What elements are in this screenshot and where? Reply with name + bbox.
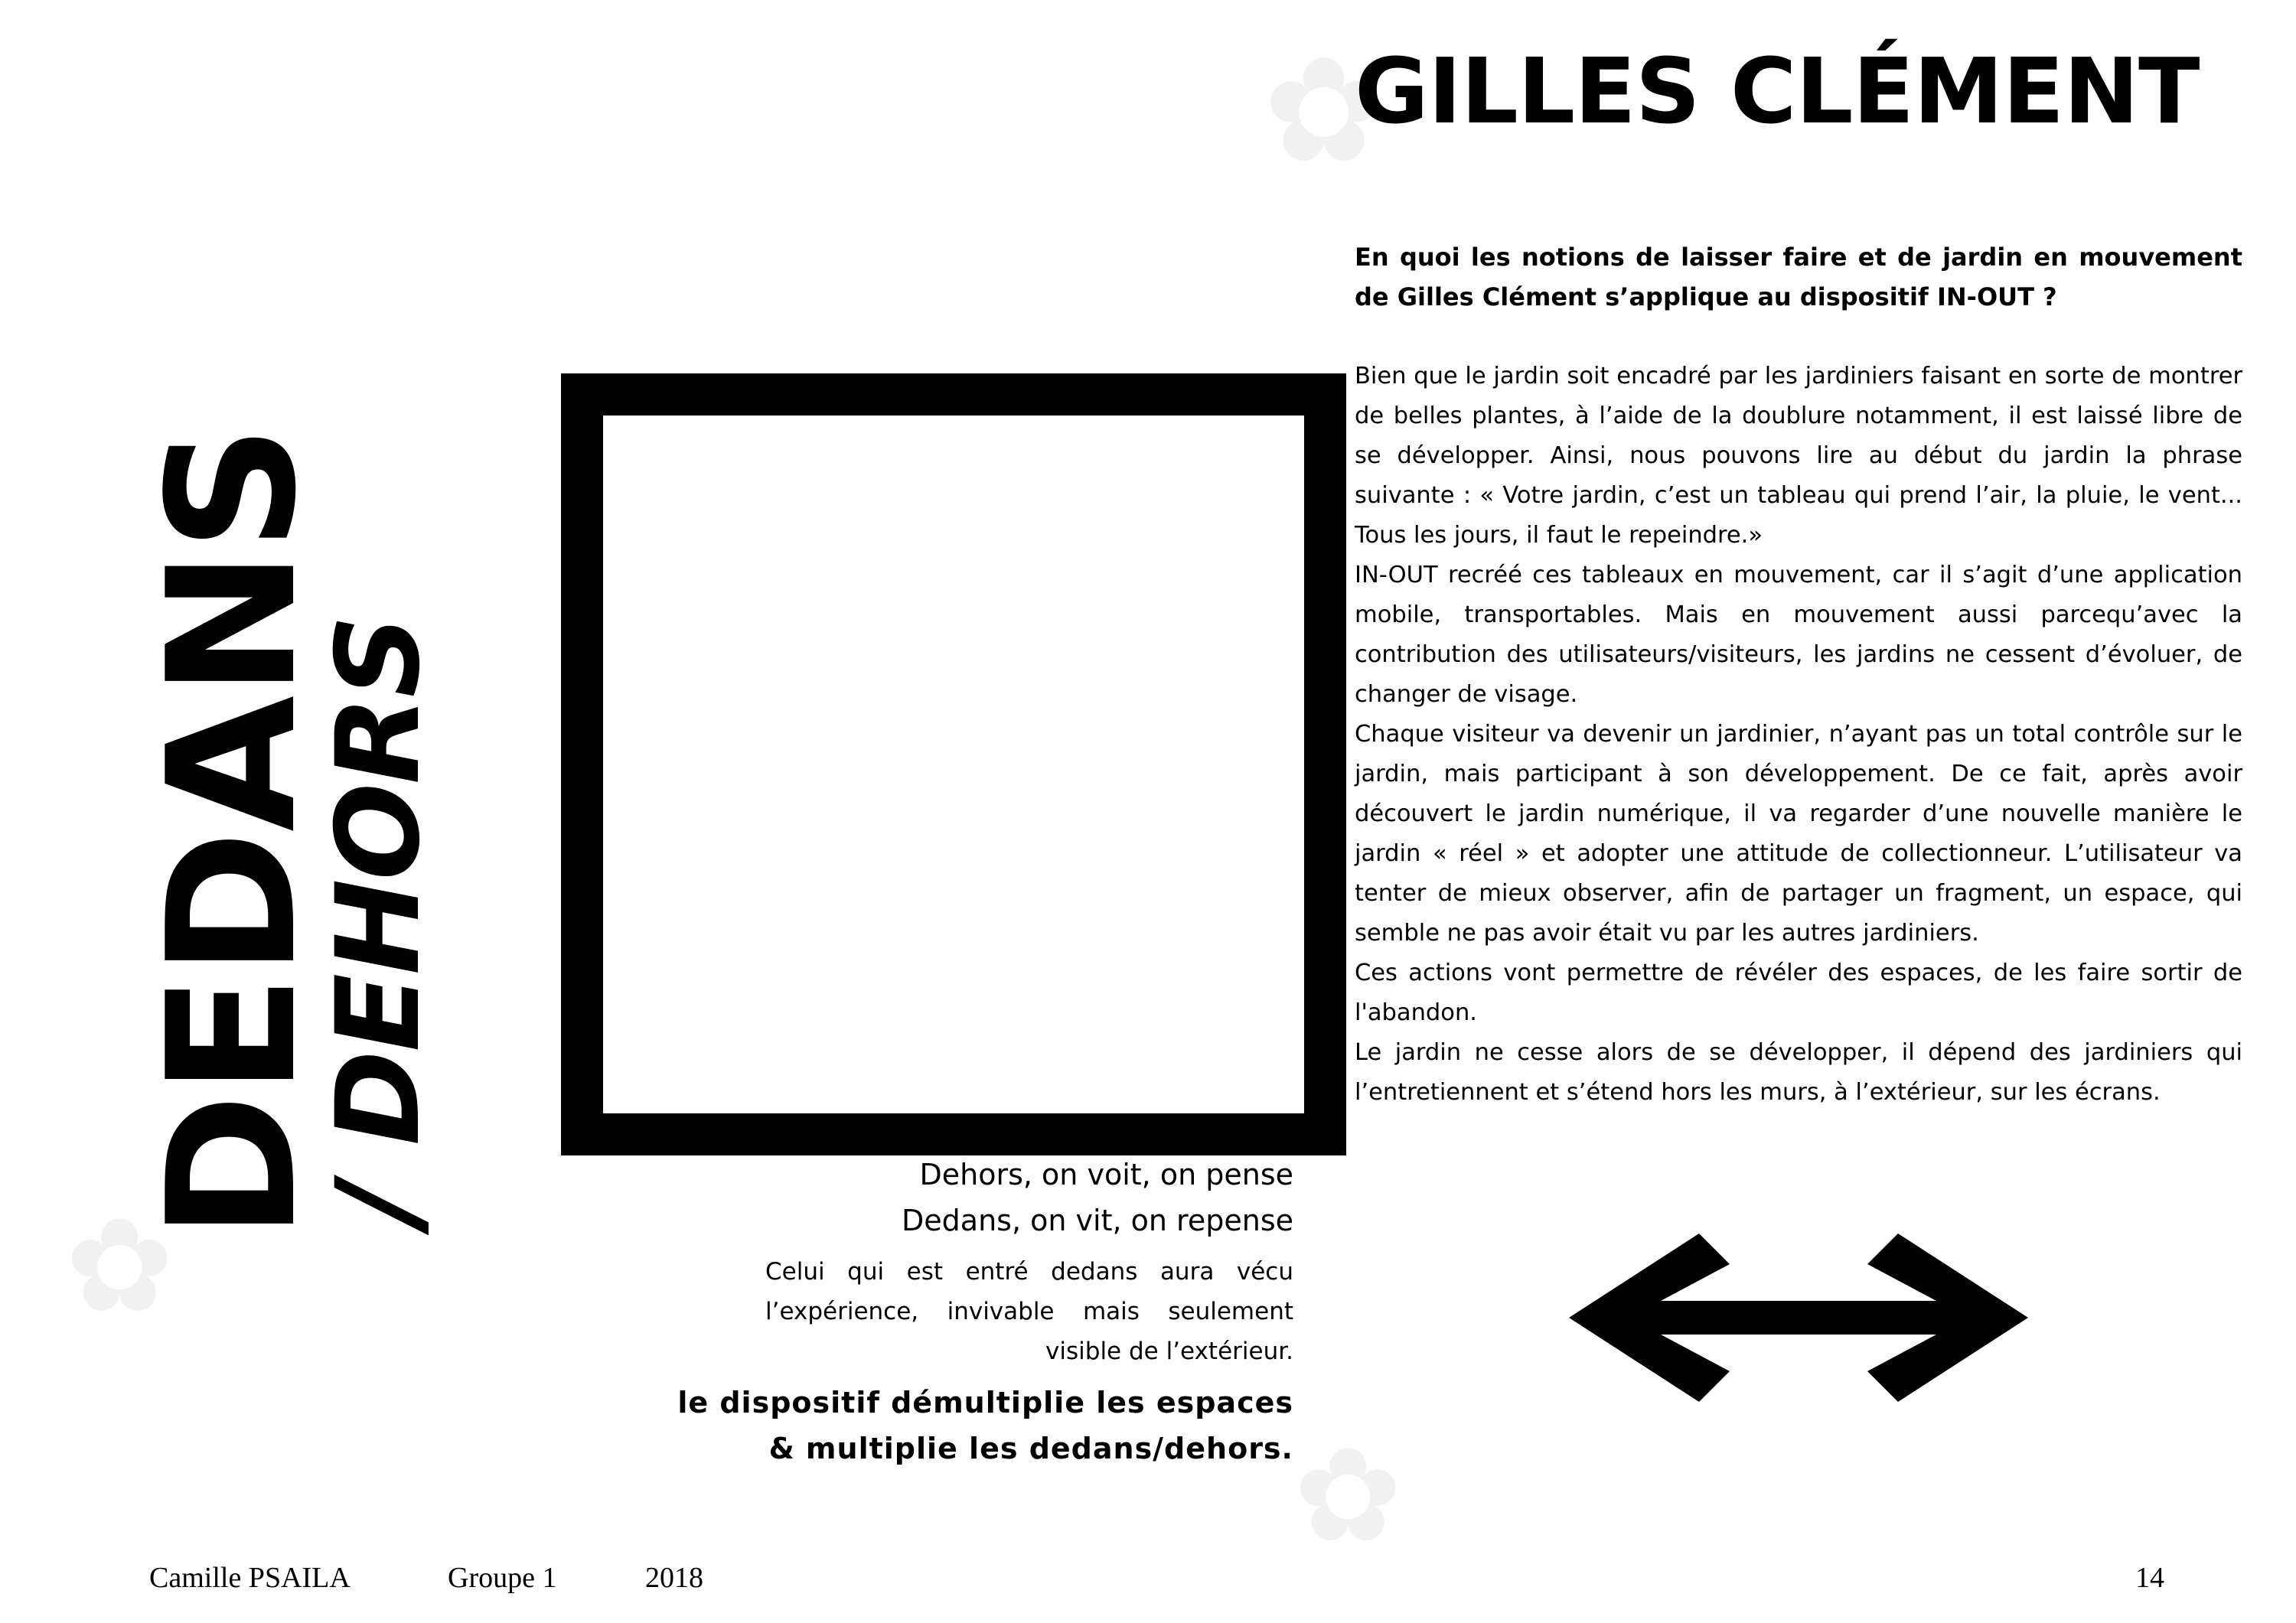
paragraph: Ces actions vont permettre de révéler des espaces, de les faire sortir de l'abandon. [1355, 960, 2242, 1026]
page-title: GILLES CLÉMENT [1355, 38, 2200, 144]
caption-line-1: Dehors, on voit, on pense [919, 1158, 1293, 1191]
footer-author: Camille PSAILA [149, 1562, 351, 1594]
footer-group: Groupe 1 [448, 1562, 557, 1594]
flower-watermark-icon: ✿ [65, 1191, 174, 1342]
page-number: 14 [2135, 1562, 2164, 1594]
paragraph: Le jardin ne cesse alors de se développer, il dépend des jardiniers qui l’entretiennent et s’étend hors les murs, à l’extérieur, sur les écrans. [1355, 1039, 2242, 1106]
paragraph: Bien que le jardin soit encadré par les jardiniers faisant en sorte de montrer de belles plantes, à l’aide de la doublure notamment, il est laissé libre de se développer. Ainsi, nous pouvons lire au début du jardin la phrase suivante : « Votre jardin, c’est un tableau qui prend l’air, la pluie, le vent... Tous les jours, il faut le repeindre.» [1355, 363, 2242, 549]
caption-lines [902, 1152, 1293, 1243]
question-heading: En quoi les notions de laisser faire et de jardin en mouvement de Gilles Clément s’applique au dispositif IN-OUT ? [1355, 243, 2242, 311]
flower-watermark-icon: ✿ [1263, 26, 1385, 195]
vertical-title-dehors: / DEHORS [312, 616, 445, 1224]
caption-body: Celui qui est entré dedans aura vécu l’expérience, invivable mais seulement visible de l’extérieur. [765, 1258, 1293, 1365]
square-frame [561, 373, 1346, 1155]
paragraph: Chaque visiteur va devenir un jardinier, n’ayant pas un total contrôle sur le jardin, mais participant à son développement. De ce fait, après avoir découvert le jardin numérique, il va regarder d’une nouvelle manière le jardin « réel » et adopter une attitude de collectionneur. L’utilisateur va tenter de mieux observer, afin de partager un fragment, un espace, qui semble ne pas avoir était vu par les autres jardiniers. [1355, 721, 2242, 947]
caption-bold-line-1: le dispositif démultiplie les espaces [677, 1386, 1293, 1419]
vertical-title [131, 425, 445, 1240]
paragraph: IN-OUT recréé ces tableaux en mouvement, car il s’agit d’une application mobile, transportables. Mais en mouvement aussi parcequ’avec la contribution des utilisateurs/visiteurs, les jardins ne cessent d’évoluer, de changer de visage. [1355, 562, 2242, 708]
body-text [1355, 357, 2242, 1113]
flower-watermark-icon: ✿ [1293, 1420, 1403, 1572]
vertical-title-dedans: DEDANS [131, 425, 335, 1240]
caption-bold [677, 1380, 1293, 1471]
caption-line-2: Dedans, on vit, on repense [902, 1204, 1293, 1237]
footer-year: 2018 [645, 1562, 703, 1594]
double-arrow-icon [1569, 1234, 2028, 1402]
caption-bold-line-2: & multiplie les dedans/dehors. [768, 1432, 1293, 1465]
